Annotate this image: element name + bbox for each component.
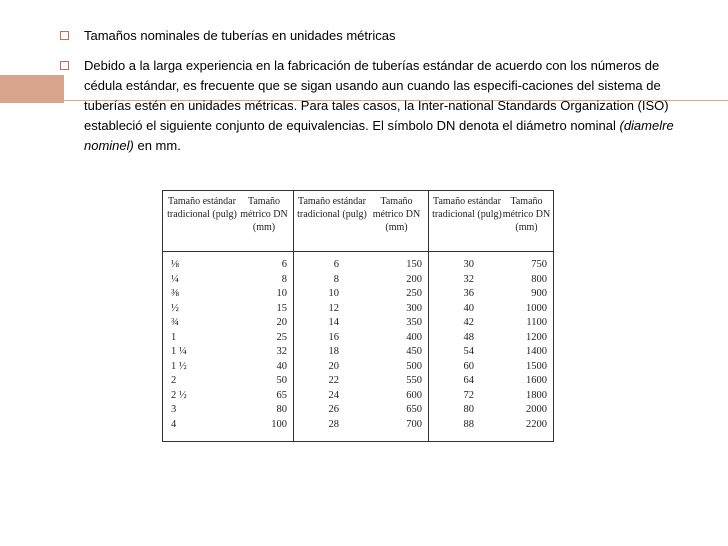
bullet-list: [60, 26, 700, 166]
cell-standard-size: 1 ½: [171, 360, 187, 372]
cell-metric-dn: 65: [276, 389, 287, 401]
cell-standard-size: 88: [463, 418, 474, 430]
cell-standard-size: 14: [328, 317, 339, 328]
cell-standard-size: 1 ¼: [171, 346, 187, 357]
header-metric-dn: Tamaño métrico DN (mm): [502, 196, 551, 233]
cell-metric-dn: 25: [276, 331, 287, 343]
column-divider: [293, 191, 294, 441]
cell-standard-size: 48: [463, 331, 474, 343]
cell-metric-dn: 50: [276, 375, 287, 386]
cell-standard-size: 18: [328, 346, 339, 357]
cell-metric-dn: 900: [531, 288, 547, 299]
cell-metric-dn: 8: [281, 273, 287, 285]
cell-standard-size: 36: [463, 288, 474, 299]
bullet-item: [60, 56, 700, 156]
header-metric-dn: Tamaño métrico DN (mm): [240, 196, 288, 233]
cell-standard-size: 1: [171, 331, 177, 343]
header-standard-size: Tamaño estándar tradicional (pulg): [297, 196, 367, 220]
cell-metric-dn: 500: [406, 360, 422, 372]
cell-standard-size: 32: [463, 273, 474, 285]
cell-standard-size: 60: [463, 360, 474, 372]
cell-metric-dn: 6: [281, 259, 287, 270]
cell-standard-size: 64: [463, 375, 474, 386]
cell-metric-dn: 350: [406, 317, 422, 328]
cell-standard-size: 4: [171, 418, 177, 430]
cell-standard-size: 6: [333, 259, 339, 270]
cell-metric-dn: 2000: [526, 404, 547, 415]
cell-metric-dn: 250: [406, 288, 422, 299]
cell-metric-dn: 1100: [526, 317, 547, 328]
cell-metric-dn: 400: [406, 331, 422, 343]
cell-metric-dn: 1400: [526, 346, 547, 357]
cell-metric-dn: 1800: [526, 389, 547, 401]
cell-metric-dn: 600: [406, 389, 422, 401]
cell-metric-dn: 550: [406, 375, 422, 386]
cell-standard-size: ¾: [171, 317, 179, 328]
cell-standard-size: 28: [328, 418, 339, 430]
cell-metric-dn: 1200: [526, 331, 547, 343]
bullet-text: Tamaños nominales de tuberías en unidades métricas: [84, 28, 396, 43]
cell-metric-dn: 450: [406, 346, 422, 357]
bullet-italic-text: (diamelre nominel): [84, 118, 674, 153]
cell-standard-size: ¼: [171, 273, 179, 285]
cell-metric-dn: 1000: [526, 302, 547, 314]
header-metric-dn: Tamaño métrico DN (mm): [372, 196, 421, 233]
cell-standard-size: 12: [328, 302, 339, 314]
cell-metric-dn: 2200: [526, 418, 547, 430]
accent-block: [0, 75, 64, 103]
cell-standard-size: 8: [333, 273, 339, 285]
cell-metric-dn: 800: [531, 273, 547, 285]
bullet-text: Debido a la larga experiencia en la fabricación de tuberías estándar de acuerdo con los números de cédula estándar, es frecuente que se sigan usando aun cuando las especifi-caciones del sistema de tuberías estén en unidades métricas. Para tales casos, la Inter-national Standards Organization (ISO) estableció el siguiente conjunto de equivalencias. El símbolo DN denota el diámetro nominal: [84, 58, 669, 133]
cell-metric-dn: 20: [276, 317, 287, 328]
cell-standard-size: 26: [328, 404, 339, 415]
cell-metric-dn: 150: [406, 259, 422, 270]
cell-standard-size: 24: [328, 389, 339, 401]
cell-metric-dn: 750: [531, 259, 547, 270]
cell-standard-size: 42: [463, 317, 474, 328]
cell-standard-size: 72: [463, 389, 474, 401]
cell-metric-dn: 1600: [526, 375, 547, 386]
cell-metric-dn: 650: [406, 404, 422, 415]
cell-metric-dn: 100: [271, 418, 287, 430]
cell-standard-size: 3: [171, 404, 177, 415]
cell-metric-dn: 200: [406, 273, 422, 285]
cell-standard-size: 80: [463, 404, 474, 415]
cell-standard-size: 40: [463, 302, 474, 314]
cell-metric-dn: 1500: [526, 360, 547, 372]
cell-standard-size: ½: [171, 302, 179, 314]
cell-standard-size: 22: [328, 375, 339, 386]
cell-standard-size: 2: [171, 375, 177, 386]
header-standard-size: Tamaño estándar tradicional (pulg): [432, 196, 502, 220]
header-rule: [163, 251, 553, 252]
pipe-size-table-image: [162, 190, 554, 442]
square-bullet-icon: [60, 61, 69, 70]
cell-standard-size: 54: [463, 346, 474, 357]
cell-metric-dn: 300: [406, 302, 422, 314]
cell-metric-dn: 15: [276, 302, 287, 314]
cell-standard-size: ⅛: [171, 259, 179, 270]
square-bullet-icon: [60, 31, 69, 40]
cell-standard-size: 16: [328, 331, 339, 343]
cell-standard-size: ⅜: [171, 288, 179, 299]
bullet-item: [60, 26, 700, 46]
cell-standard-size: 20: [328, 360, 339, 372]
cell-metric-dn: 32: [276, 346, 287, 357]
cell-metric-dn: 40: [276, 360, 287, 372]
bullet-tail-text: en mm.: [133, 138, 181, 153]
cell-standard-size: 2 ½: [171, 389, 187, 401]
cell-standard-size: 10: [328, 288, 339, 299]
column-divider: [428, 191, 429, 441]
cell-metric-dn: 700: [406, 418, 422, 430]
cell-metric-dn: 10: [276, 288, 287, 299]
cell-metric-dn: 80: [276, 404, 287, 415]
header-standard-size: Tamaño estándar tradicional (pulg): [167, 196, 237, 220]
cell-standard-size: 30: [463, 259, 474, 270]
